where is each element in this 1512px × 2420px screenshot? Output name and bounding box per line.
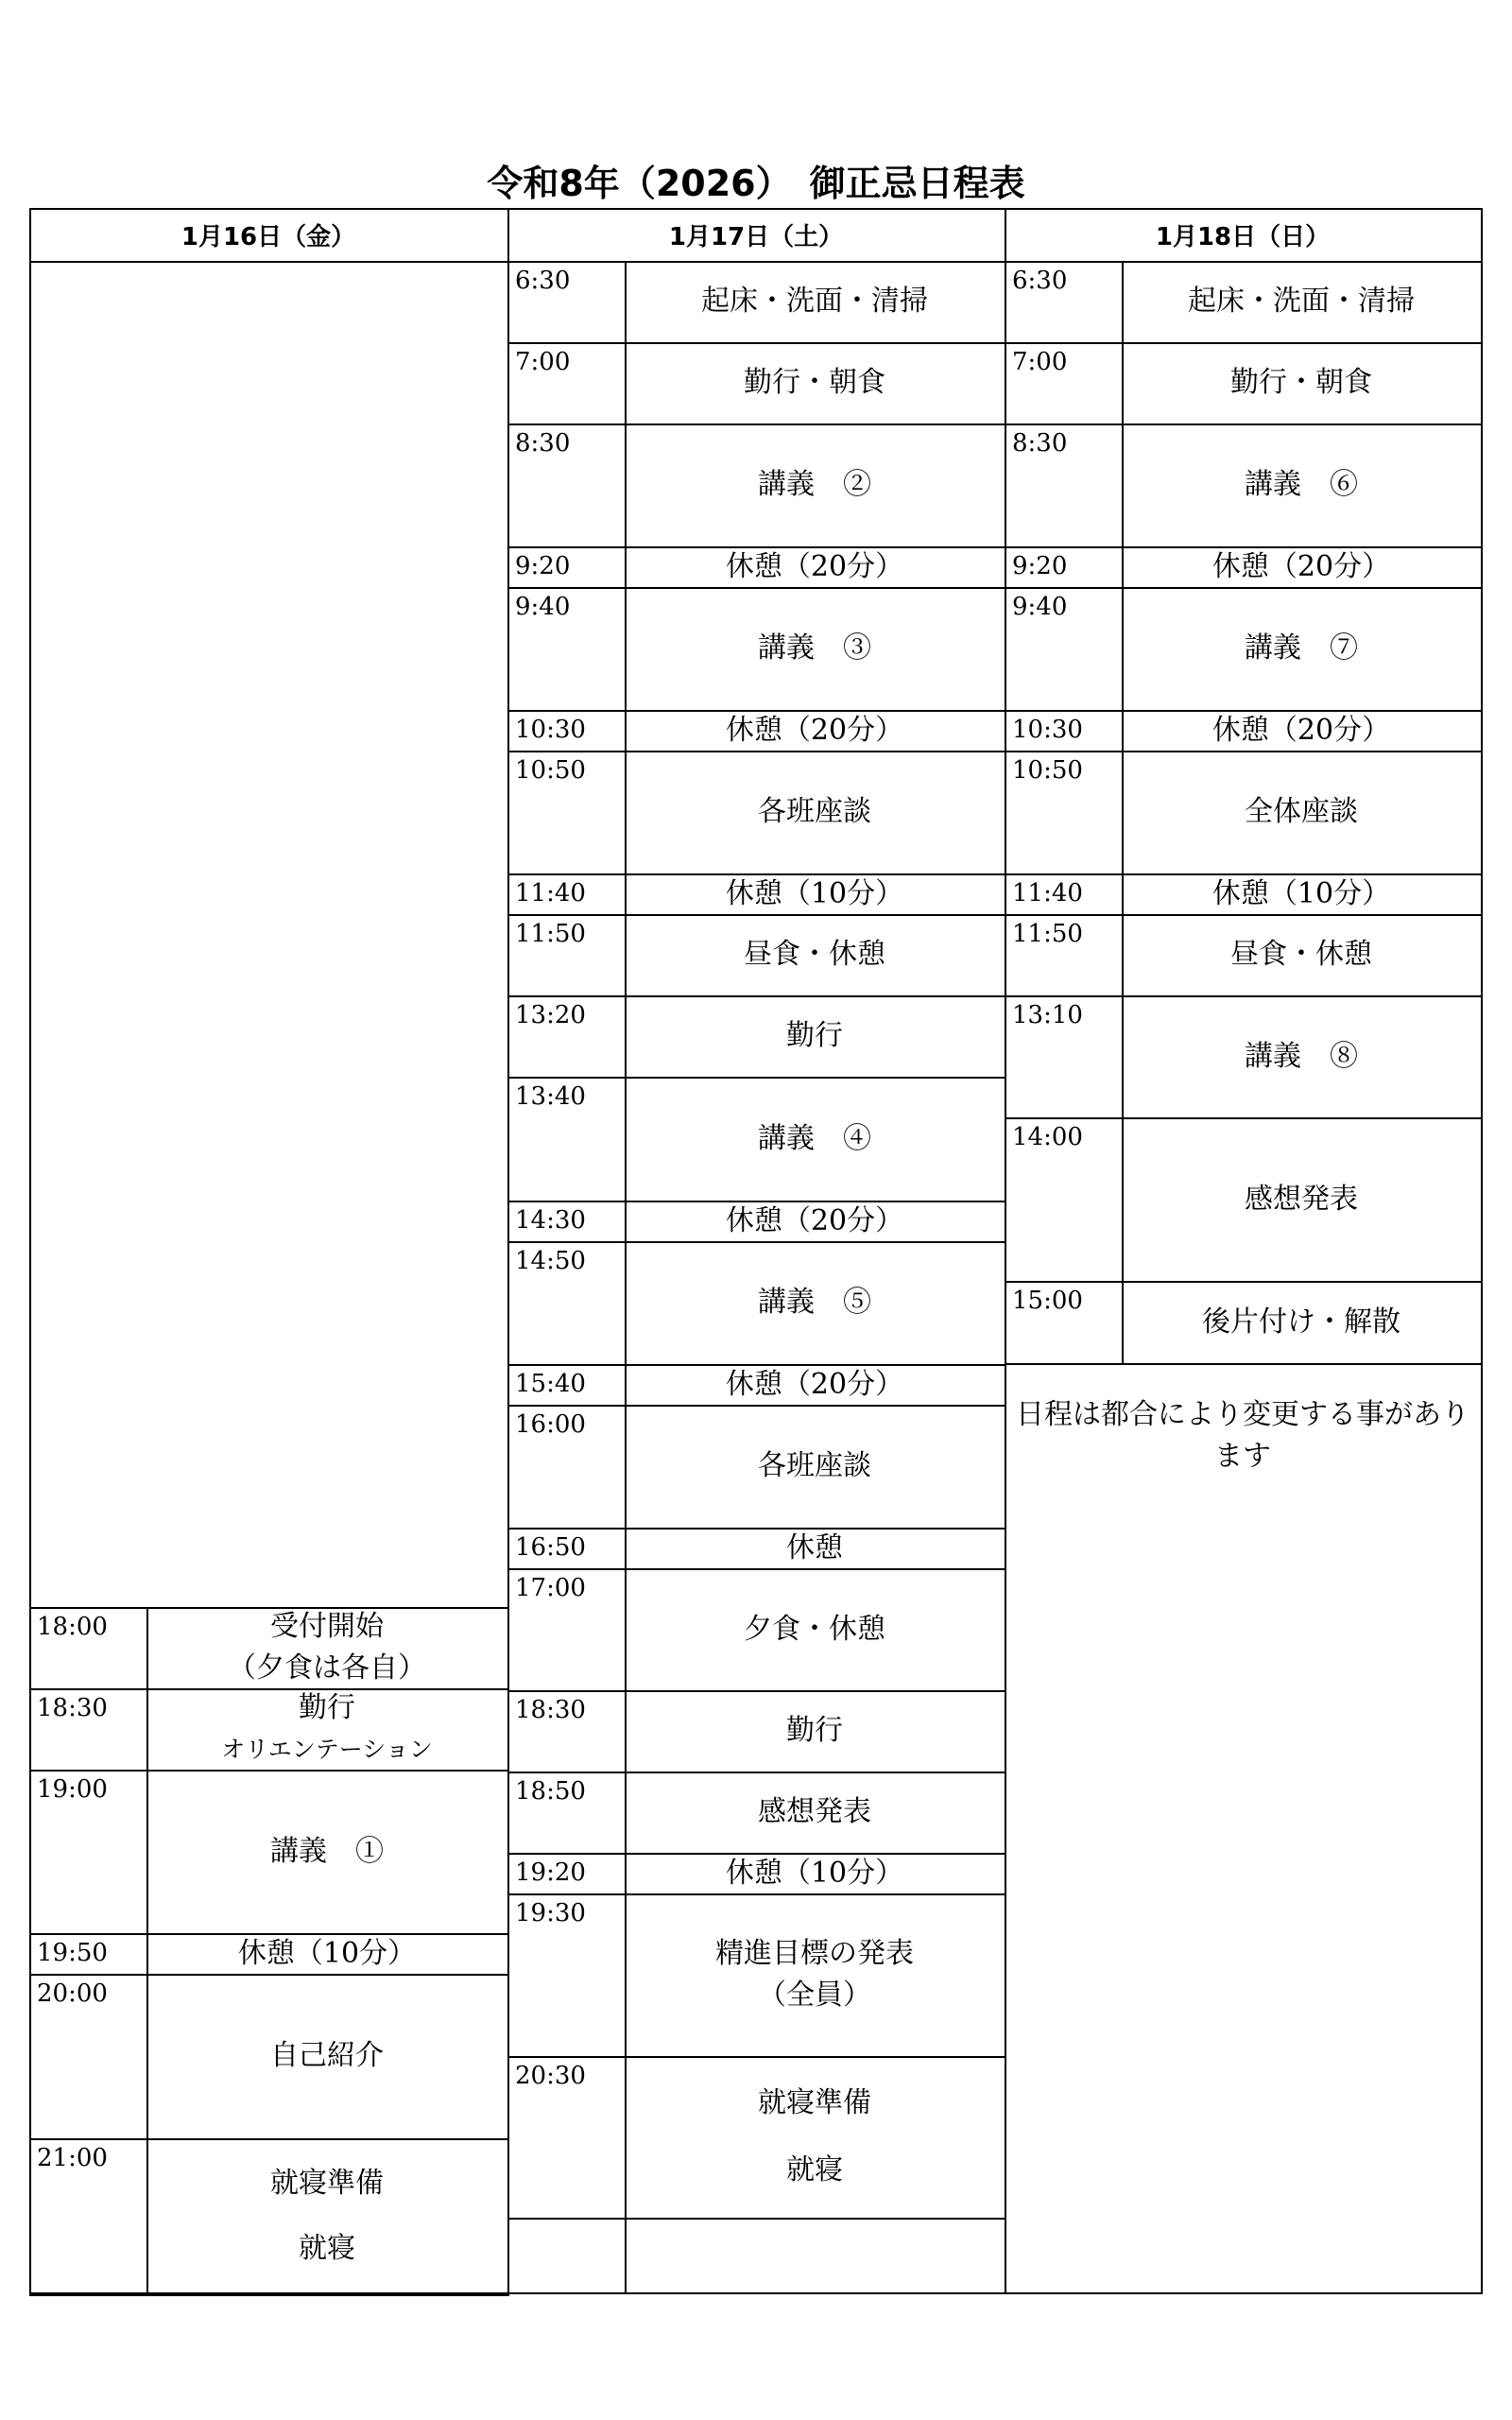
activity-line: 就寝: [299, 2232, 355, 2266]
activity-label: [625, 1201, 1005, 1241]
activity-label: [1122, 1281, 1481, 1363]
time-label: 15:00: [1012, 1287, 1083, 1315]
time-label: 11:50: [1012, 920, 1083, 948]
activity-label: [1122, 1117, 1481, 1281]
time-label: 9:40: [1012, 593, 1068, 621]
activity-label: [625, 1772, 1005, 1853]
time-label: 11:40: [515, 879, 586, 908]
activity-label: [625, 1364, 1005, 1405]
activity-line: 講義 ①: [270, 1834, 384, 1868]
activity-line: 講義 ⑦: [1245, 631, 1358, 665]
time-label: 19:00: [37, 1775, 108, 1804]
activity-line: 勤行: [786, 1714, 843, 1747]
time-label: 10:30: [515, 716, 586, 744]
activity-label: [625, 751, 1005, 873]
activity-line: 夕食・休憩: [744, 1612, 885, 1646]
schedule-note: 日程は都合により変更する事があります: [1016, 1398, 1469, 1473]
activity-label: [1122, 342, 1481, 424]
day-heading: 1月16日（金）: [180, 222, 356, 251]
activity-line: （全員）: [758, 1979, 871, 2012]
activity-label: [1122, 914, 1481, 995]
activity-line: （夕食は各自）: [228, 1651, 426, 1685]
time-label: 8:30: [1012, 429, 1068, 458]
activity-label: [625, 1690, 1005, 1772]
activity-line: 感想発表: [758, 1795, 871, 1828]
time-label: 21:00: [37, 2144, 108, 2172]
activity-label: [625, 1893, 1005, 2056]
activity-label: [1122, 751, 1481, 873]
activity-line: 勤行: [299, 1691, 355, 1724]
activity-label: [1122, 261, 1481, 342]
activity-line: 休憩: [786, 1530, 843, 1564]
activity-label: [146, 1688, 507, 1770]
time-label: 9:20: [1012, 552, 1068, 580]
activity-line: 勤行・朝食: [744, 366, 885, 399]
activity-label: [1122, 424, 1481, 546]
time-label: 10:30: [1012, 716, 1083, 744]
empty-activity-cell: [625, 2218, 1006, 2294]
activity-line: 講義 ⑧: [1245, 1039, 1358, 1073]
activity-label: [1122, 546, 1481, 587]
activity-line: 休憩（20分）: [1211, 713, 1391, 747]
activity-line: 休憩（20分）: [1211, 549, 1391, 583]
activity-line: 自己紹介: [270, 2039, 384, 2072]
activity-label: [625, 914, 1005, 995]
activity-line: 休憩（20分）: [725, 1367, 904, 1401]
activity-label: [625, 995, 1005, 1077]
day-heading: 1月17日（土）: [668, 222, 844, 251]
time-label: 18:30: [515, 1696, 586, 1724]
activity-line: 全体座談: [1245, 795, 1358, 828]
activity-line: 精進目標の発表: [715, 1937, 914, 1970]
time-label: 11:40: [1012, 879, 1083, 908]
time-label: 18:50: [515, 1777, 586, 1806]
activity-line: 昼食・休憩: [744, 938, 885, 971]
activity-label: [625, 342, 1005, 424]
time-label: 16:50: [515, 1533, 586, 1562]
day-heading: 1月18日（日）: [1155, 222, 1331, 251]
activity-line: 後片付け・解散: [1202, 1305, 1400, 1339]
activity-line: 受付開始: [270, 1610, 384, 1643]
time-label: 16:00: [515, 1410, 586, 1439]
activity-line: 休憩（10分）: [237, 1936, 417, 1970]
time-label: 6:30: [515, 267, 571, 295]
activity-line: 休憩（20分）: [725, 549, 904, 583]
activity-line: 講義 ⑥: [1245, 468, 1358, 501]
activity-label: [625, 424, 1005, 546]
activity-line: 勤行: [786, 1019, 843, 1052]
time-label: 15:40: [515, 1370, 586, 1398]
activity-line: 感想発表: [1245, 1182, 1358, 1216]
activity-label: [146, 2138, 507, 2294]
activity-line: 昼食・休憩: [1230, 938, 1372, 971]
time-label: 6:30: [1012, 267, 1068, 295]
time-label: 9:40: [515, 593, 571, 621]
activity-line: 就寝準備: [758, 2085, 871, 2119]
activity-label: [1122, 710, 1481, 751]
activity-line: 就寝準備: [270, 2166, 384, 2200]
time-label: 14:00: [1012, 1123, 1083, 1151]
activity-label: [625, 261, 1005, 342]
time-label: 10:50: [1012, 756, 1083, 785]
activity-label: [625, 2056, 1005, 2218]
time-label: 17:00: [515, 1574, 586, 1602]
activity-label: [625, 1528, 1005, 1568]
activity-label: [625, 587, 1005, 710]
activity-line: 休憩（20分）: [725, 1203, 904, 1237]
time-label: 7:00: [515, 348, 571, 376]
activity-label: [1122, 587, 1481, 710]
activity-line: 講義 ⑤: [758, 1286, 871, 1319]
time-label: 18:30: [37, 1694, 108, 1722]
activity-line: 講義 ③: [758, 631, 871, 665]
time-label: 10:50: [515, 756, 586, 785]
activity-label: [625, 1853, 1005, 1893]
time-label: 14:50: [515, 1247, 586, 1275]
time-label: 19:30: [515, 1899, 586, 1927]
time-label: 19:50: [37, 1939, 108, 1967]
activity-line: 休憩（10分）: [725, 1856, 904, 1890]
time-label: 7:00: [1012, 348, 1068, 376]
activity-label: [625, 710, 1005, 751]
activity-line: 休憩（20分）: [725, 713, 904, 747]
time-label: 18:00: [37, 1613, 108, 1641]
activity-line: 休憩（10分）: [1211, 876, 1391, 910]
time-label: 13:10: [1012, 1001, 1083, 1029]
activity-label: [625, 1077, 1005, 1201]
activity-line: 各班座談: [758, 1449, 871, 1482]
activity-line: 休憩（10分）: [725, 876, 904, 910]
activity-line: 勤行・朝食: [1230, 366, 1372, 399]
activity-label: [625, 873, 1005, 914]
activity-line: 各班座談: [758, 795, 871, 828]
activity-label: [146, 1974, 507, 2138]
activity-label: [625, 1568, 1005, 1690]
empty-time-cell: [507, 2218, 627, 2294]
time-label: 9:20: [515, 552, 571, 580]
activity-label: [1122, 995, 1481, 1117]
activity-label: [625, 1405, 1005, 1528]
activity-line: 起床・洗面・清掃: [701, 285, 928, 318]
time-label: 14:30: [515, 1206, 586, 1235]
activity-label: [146, 1933, 507, 1974]
activity-line: 講義 ②: [758, 468, 871, 501]
time-label: 13:20: [515, 1001, 586, 1029]
activity-label: [146, 1770, 507, 1933]
activity-line: 起床・洗面・清掃: [1188, 285, 1415, 318]
time-label: 8:30: [515, 429, 571, 458]
activity-label: [1122, 873, 1481, 914]
time-label: 20:30: [515, 2062, 586, 2090]
time-label: 20:00: [37, 1979, 108, 2008]
time-label: 19:20: [515, 1858, 586, 1887]
time-label: 13:40: [515, 1082, 586, 1111]
time-label: 11:50: [515, 920, 586, 948]
activity-label: [625, 1241, 1005, 1364]
activity-line: 就寝: [786, 2153, 843, 2187]
page-title: 令和8年（2026） 御正忌日程表: [487, 163, 1025, 204]
activity-line: オリエンテーション: [221, 1736, 433, 1763]
activity-label: [146, 1607, 507, 1688]
activity-label: [625, 546, 1005, 587]
activity-line: 講義 ④: [758, 1121, 871, 1155]
